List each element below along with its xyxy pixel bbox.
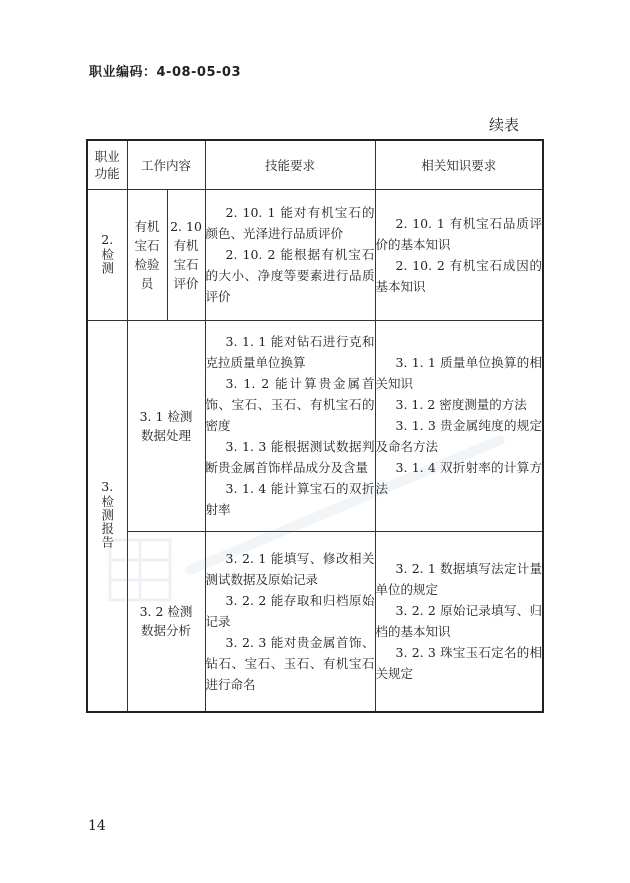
occupation-code: 职业编码：4-08-05-03 (89, 65, 242, 80)
knowledge-cell (375, 531, 543, 712)
skill-item: 3. 1. 2 能计算贵金属首饰、宝石、玉石、有机宝石的密度 (205, 376, 375, 433)
knowledge-item: 3. 1. 2 密度测量的方法 (395, 397, 527, 412)
skill-item: 3. 2. 1 能填写、修改相关测试数据及原始记录 (205, 550, 375, 587)
skill-item: 3. 1. 3 能根据测试数据判断贵金属首饰样品成分及含量 (205, 439, 375, 475)
function-cell-2 (87, 189, 127, 320)
continued-label: 续表 (489, 116, 520, 134)
header-work: 工作内容 (127, 140, 205, 189)
table-row (87, 320, 543, 531)
function-number: 3. (101, 479, 114, 495)
work-cell: 2. 10 有机 宝石 评价 (167, 189, 205, 320)
table-row (87, 189, 543, 320)
function-name: 检测报告 (99, 495, 115, 550)
function-cell-3 (87, 320, 127, 712)
function-number: 2. (101, 231, 114, 247)
knowledge-cell (375, 320, 543, 531)
page-number: 14 (88, 818, 106, 834)
skill-item: 3. 1. 4 能计算宝石的双折射率 (205, 481, 375, 517)
knowledge-item: 3. 2. 1 数据填写法定计量单位的规定 (375, 561, 543, 598)
header-skills: 技能要求 (205, 140, 375, 189)
table-row (87, 531, 543, 712)
work-cell: 3. 2 检测 数据分析 (127, 531, 205, 712)
skill-item: 3. 2. 3 能对贵金属首饰、钻石、宝石、玉石、有机宝石进行命名 (205, 634, 375, 692)
knowledge-item: 2. 10. 2 有机宝石成因的基本知识 (375, 257, 543, 294)
work-cell: 3. 1 检测 数据处理 (127, 320, 205, 531)
function-name: 检测 (99, 247, 115, 275)
knowledge-item: 2. 10. 1 有机宝石品质评价的基本知识 (375, 215, 543, 252)
skill-item: 2. 10. 2 能根据有机宝石的大小、净度等要素进行品质评价 (205, 247, 375, 304)
knowledge-item: 3. 1. 3 贵金属纯度的规定及命名方法 (375, 418, 543, 454)
header-function: 职业 功能 (87, 140, 127, 189)
skills-cell (205, 531, 375, 712)
work-parent-cell: 有机 宝石 检验 员 (127, 189, 167, 320)
knowledge-item: 3. 1. 1 质量单位换算的相关知识 (375, 355, 543, 391)
skills-cell (205, 320, 375, 531)
knowledge-cell (375, 189, 543, 320)
knowledge-item: 3. 2. 2 原始记录填写、归档的基本知识 (375, 603, 543, 640)
skill-item: 3. 2. 2 能存取和归档原始记录 (205, 592, 375, 629)
header-knowledge: 相关知识要求 (375, 140, 543, 189)
skill-item: 3. 1. 1 能对钻石进行克和克拉质量单位换算 (205, 334, 375, 370)
table-header-row (87, 140, 543, 189)
skills-standard-table (86, 139, 544, 713)
knowledge-item: 3. 2. 3 珠宝玉石定名的相关规定 (375, 645, 543, 682)
skills-cell (205, 189, 375, 320)
knowledge-item: 3. 1. 4 双折射率的计算方法 (375, 460, 543, 496)
skill-item: 2. 10. 1 能对有机宝石的颜色、光泽进行品质评价 (205, 205, 375, 241)
